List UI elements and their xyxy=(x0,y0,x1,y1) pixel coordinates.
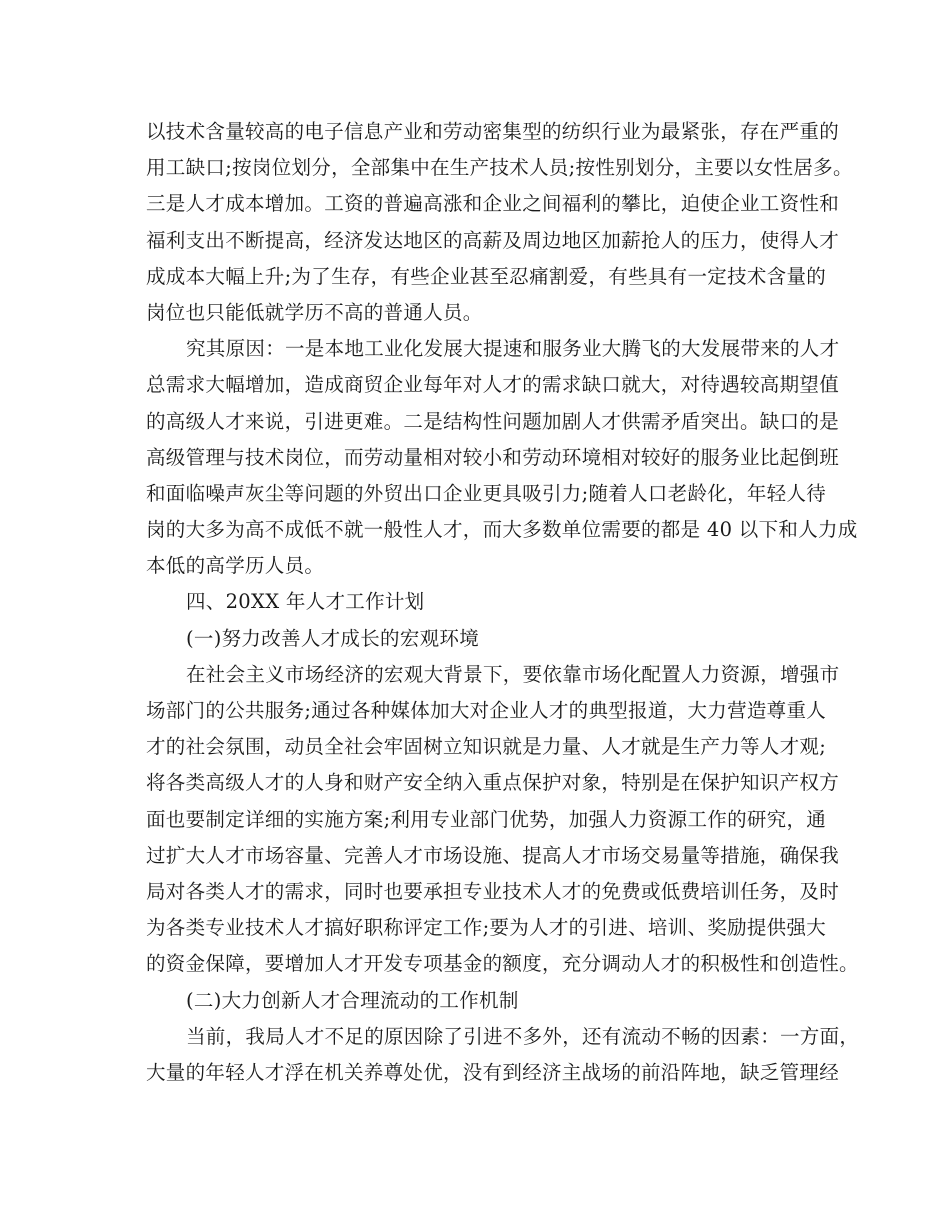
text-line: (一)努力改善人才成长的宏观环境 xyxy=(186,626,480,650)
text-line: 岗位也只能低就学历不高的普通人员。 xyxy=(146,300,483,324)
text-line: 的资金保障，要增加人才开发专项基金的额度，充分调动人才的积极性和创造性。 xyxy=(146,952,859,976)
text-line: 大量的年轻人才浮在机关养尊处优，没有到经济主战场的前沿阵地，缺乏管理经 xyxy=(146,1060,840,1084)
text-line: 为各类专业技术人才搞好职称评定工作;要为人才的引进、培训、奖励提供强大 xyxy=(146,916,827,940)
text-line: 场部门的公共服务;通过各种媒体加大对企业人才的典型报道，大力营造尊重人 xyxy=(146,699,827,722)
text-line: 本低的高学历人员。 xyxy=(146,554,325,578)
text-line: 成成本大幅上升;为了生存，有些企业甚至忍痛割爱，有些具有一定技术含量的 xyxy=(146,264,827,288)
document-body xyxy=(146,114,860,1091)
text-line: 究其原因：一是本地工业化发展大提速和服务业大腾飞的大发展带来的人才 xyxy=(186,337,840,361)
text-line: 过扩大人才市场容量、完善人才市场设施、提高人才市场交易量等措施，确保我 xyxy=(146,843,840,867)
text-line: 局对各类人才的需求，同时也要承担专业技术人才的免费或低费培训任务，及时 xyxy=(146,879,840,903)
text-line: 四、20XX 年人才工作计划 xyxy=(186,590,425,614)
text-line: 以技术含量较高的电子信息产业和劳动密集型的纺织行业为最紧张，存在严重的 xyxy=(146,120,840,143)
text-line: 高级管理与技术岗位，而劳动量相对较小和劳动环境相对较好的服务业比起倒班 xyxy=(146,445,840,469)
text-line: 将各类高级人才的人身和财产安全纳入重点保护对象，特别是在保护知识产权方 xyxy=(146,771,840,795)
text-line: 三是人才成本增加。工资的普遍高涨和企业之间福利的攀比，迫使企业工资性和 xyxy=(146,192,840,216)
text-line: 用工缺口;按岗位划分，全部集中在生产技术人员;按性别划分，主要以女性居多。 xyxy=(146,156,853,180)
text-line: 福利支出不断提高，经济发达地区的高薪及周边地区加薪抢人的压力，使得人才 xyxy=(146,228,840,252)
text-line: 面也要制定详细的实施方案;利用专业部门优势，加强人力资源工作的研究，通 xyxy=(146,807,827,831)
text-line: (二)大力创新人才合理流动的工作机制 xyxy=(186,988,519,1012)
text-line: 才的社会氛围，动员全社会牢固树立知识就是力量、人才就是生产力等人才观; xyxy=(146,735,827,759)
text-line: 和面临噪声灰尘等问题的外贸出口企业更具吸引力;随着人口老龄化，年轻人待 xyxy=(146,481,827,505)
text-line: 当前，我局人才不足的原因除了引进不多外，还有流动不畅的因素：一方面， xyxy=(186,1024,860,1048)
text-line: 总需求大幅增加，造成商贸企业每年对人才的需求缺口就大，对待遇较高期望值 xyxy=(146,373,840,397)
text-line: 的高级人才来说，引进更难。二是结构性问题加剧人才供需矛盾突出。缺口的是 xyxy=(146,409,840,433)
text-line: 岗的大多为高不成低不就一般性人才，而大多数单位需要的都是 40 以下和人力成 xyxy=(146,518,858,542)
text-line: 在社会主义市场经济的宏观大背景下，要依靠市场化配置人力资源，增强市 xyxy=(186,662,840,686)
